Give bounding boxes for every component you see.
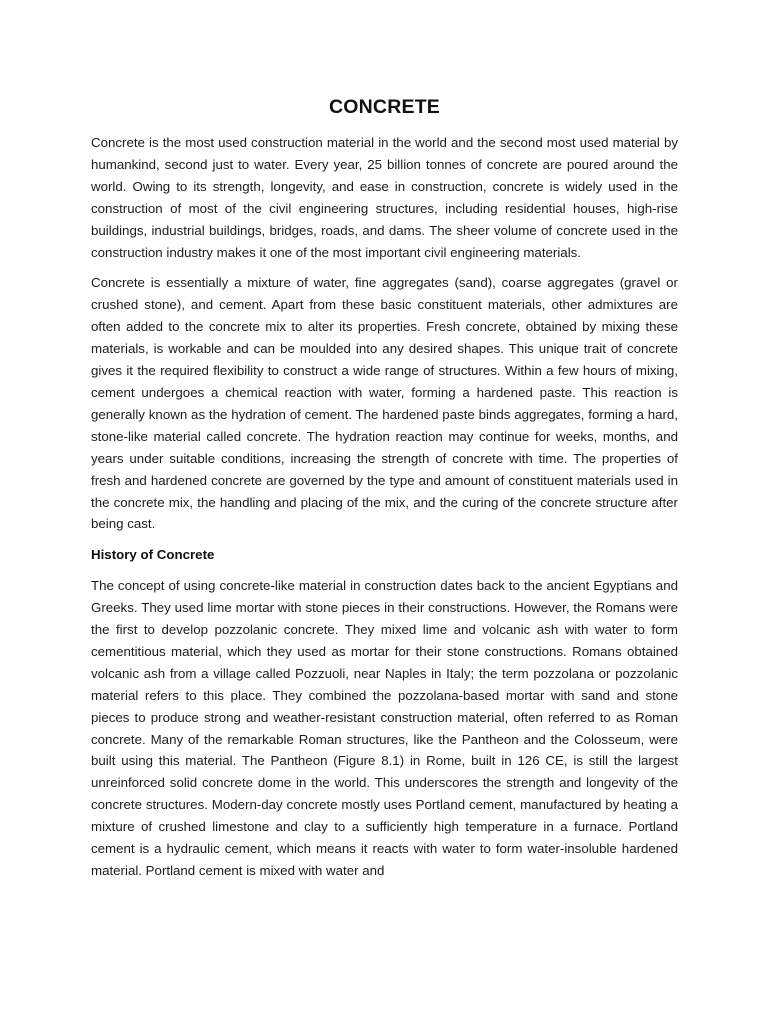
intro-paragraph: Concrete is the most used construction material in the world and the second most used material by humankind, second just to water. Every year, 25 billion tonnes of concrete are poured around the world. Owing to its strength, longevity, and ease in construction, concrete is widely used in the construction of most of the civil engineering structures, including residential houses, high-rise buildings, industrial buildings, bridges, roads, and dams. The sheer volume of concrete used in the construction industry makes it one of the most important civil engineering materials. <box>91 135 678 260</box>
section-heading-history: History of Concrete <box>91 547 215 563</box>
document-title: CONCRETE <box>328 96 441 118</box>
history-paragraph: The concept of using concrete-like material in construction dates back to the ancient Egyptians and Greeks. They used lime mortar with stone pieces in their constructions. However, the Romans were the first to develop pozzolanic concrete. They mixed lime and volcanic ash with water to form cementitious material, which they used as mortar for their stone constructions. Romans obtained volcanic ash from a village called Pozzuoli, near Naples in Italy; the term pozzolana or pozzolanic material refers to this place. They combined the pozzolana-based mortar with sand and stone pieces to produce strong and weather-resistant construction material, often referred to as Roman concrete. Many of the remarkable Roman structures, like the Pantheon and the Colosseum, were built using this material. The Pantheon (Figure 8.1) in Rome, built in 126 CE, is still the largest unreinforced solid concrete dome in the world. This underscores the strength and longevity of the concrete structures. Modern-day concrete mostly uses Portland cement, manufactured by heating a mixture of crushed limestone and clay to a sufficiently high temperature in a furnace. Portland cement is a hydraulic cement, which means it reacts with water to form water-insoluble hardened material. Portland cement is mixed with water and <box>91 578 678 878</box>
composition-paragraph: Concrete is essentially a mixture of water, fine aggregates (sand), coarse aggregates (gravel or crushed stone), and cement. Apart from these basic constituent materials, other admixtures are often added to the concrete mix to alter its properties. Fresh concrete, obtained by mixing these materials, is workable and can be moulded into any desired shapes. This unique trait of concrete gives it the required flexibility to construct a wide range of structures. Within a few hours of mixing, cement undergoes a chemical reaction with water, forming a hardened paste. This reaction is generally known as the hydration of cement. The hardened paste binds aggregates, forming a hard, stone-like material called concrete. The hydration reaction may continue for weeks, months, and years under suitable conditions, increasing the strength of concrete with time. The properties of fresh and hardened concrete are governed by the type and amount of constituent materials used in the concrete mix, the handling and placing of the mix, and the curing of the concrete structure after being cast. <box>91 275 678 532</box>
document-body <box>91 92 678 891</box>
